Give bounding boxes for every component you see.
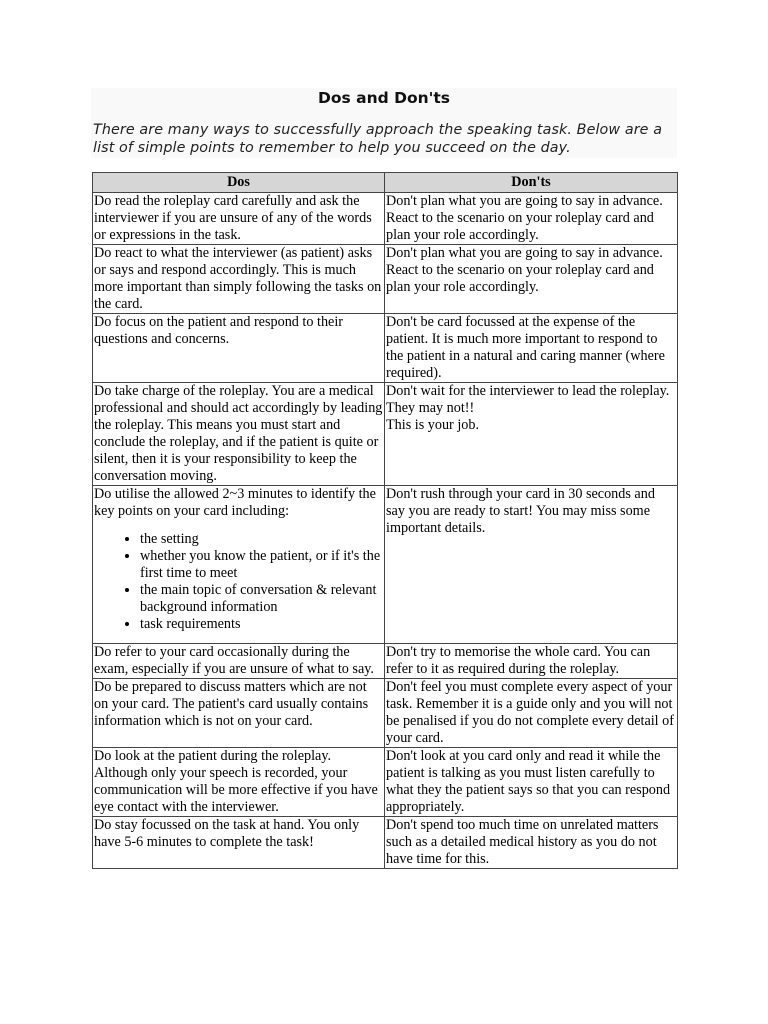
dos-donts-table — [92, 172, 678, 869]
table-row — [93, 245, 678, 314]
dos-cell: Do react to what the interviewer (as patient) asks or says and respond accordingly. This is much more important than simply following the tasks on the card. — [93, 245, 385, 314]
dos-cell: Do focus on the patient and respond to their questions and concerns. — [93, 314, 385, 383]
table-row — [93, 383, 678, 486]
donts-cell: Don't feel you must complete every aspect of your task. Remember it is a guide only and you will not be penalised if you do not complete every detail of your card. — [385, 679, 678, 748]
donts-cell: Don't look at you card only and read it while the patient is talking as you must listen carefully to what they the patient says so that you can respond appropriately. — [385, 748, 678, 817]
list-item: • the setting — [140, 531, 383, 548]
table-row — [93, 193, 678, 245]
table-row — [93, 679, 678, 748]
table-row — [93, 314, 678, 383]
table-row — [93, 644, 678, 679]
donts-cell: Don't spend too much time on unrelated matters such as a detailed medical history as you do not have time for this. — [385, 817, 678, 869]
dos-cell: Do be prepared to discuss matters which are not on your card. The patient's card usually contains information which is not on your card. — [93, 679, 385, 748]
donts-cell: Don't rush through your card in 30 seconds and say you are ready to start! You may miss some important details. — [385, 486, 678, 644]
donts-cell: Don't plan what you are going to say in advance. React to the scenario on your roleplay card and plan your role accordingly. — [385, 245, 678, 314]
key-points-list — [94, 531, 383, 633]
dos-cell: Do stay focussed on the task at hand. You only have 5-6 minutes to complete the task! — [93, 817, 385, 869]
dos-cell — [93, 486, 385, 644]
dos-cell: Do look at the patient during the roleplay. Although only your speech is recorded, your communication will be more effective if you have eye contact with the interviewer. — [93, 748, 385, 817]
page-title: Dos and Don'ts — [317, 89, 451, 107]
table-row — [93, 748, 678, 817]
list-item: • the main topic of conversation & relevant background information — [140, 582, 383, 616]
donts-cell: Don't wait for the interviewer to lead the roleplay. They may not!! This is your job. — [385, 383, 678, 486]
dos-cell-text: Do utilise the allowed 2~3 minutes to identify the key points on your card including: — [94, 486, 376, 519]
donts-cell: Don't plan what you are going to say in advance. React to the scenario on your roleplay card and plan your role accordingly. — [385, 193, 678, 245]
table-row — [93, 486, 678, 644]
donts-cell: Don't be card focussed at the expense of the patient. It is much more important to respond to the patient in a natural and caring manner (where required). — [385, 314, 678, 383]
list-item: • whether you know the patient, or if it's the first time to meet — [140, 548, 383, 582]
table-header-row — [93, 173, 678, 193]
intro-text: There are many ways to successfully approach the speaking task. Below are a list of simple points to remember to help you succeed on the day. — [93, 122, 663, 156]
dos-cell: Do read the roleplay card carefully and ask the interviewer if you are unsure of any of the words or expressions in the task. — [93, 193, 385, 245]
dos-cell: Do take charge of the roleplay. You are a medical professional and should act accordingly by leading the roleplay. This means you must start and conclude the roleplay, and if the patient is quite or silent, then it is your responsibility to keep the conversation moving. — [93, 383, 385, 486]
table-row — [93, 817, 678, 869]
column-header-donts: Don'ts — [385, 173, 678, 193]
dos-cell: Do refer to your card occasionally during the exam, especially if you are unsure of what to say. — [93, 644, 385, 679]
list-item: • task requirements — [140, 616, 383, 633]
column-header-dos: Dos — [93, 173, 385, 193]
donts-cell: Don't try to memorise the whole card. You can refer to it as required during the roleplay. — [385, 644, 678, 679]
document-header — [91, 88, 677, 158]
